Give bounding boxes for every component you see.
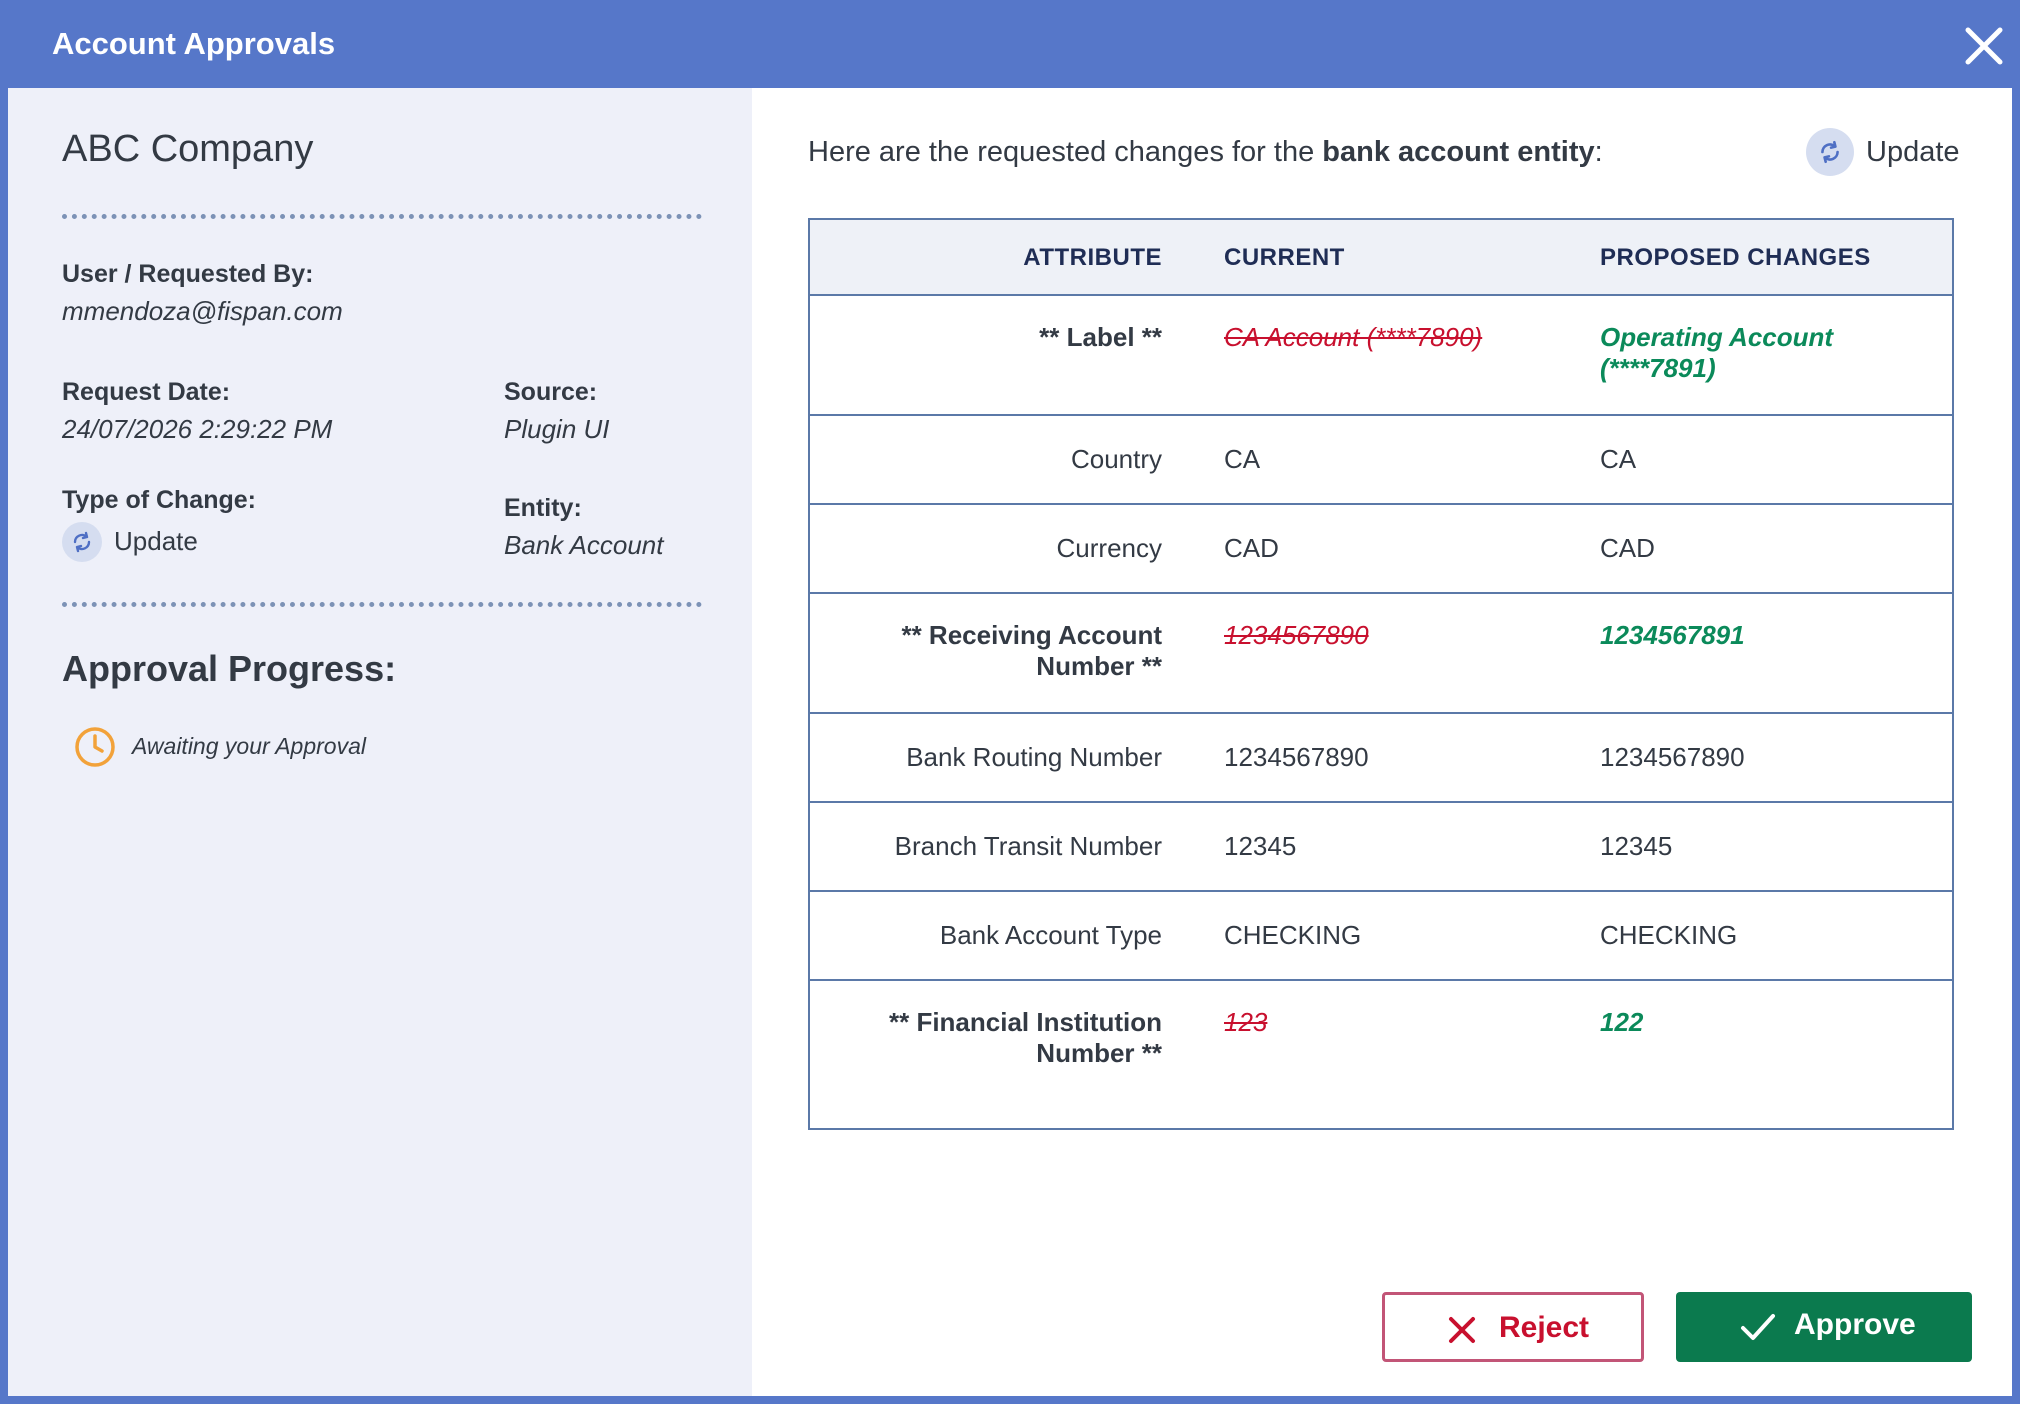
changes-intro xyxy=(808,136,1603,169)
check-icon xyxy=(1740,1312,1776,1342)
dialog-titlebar xyxy=(0,0,2020,88)
close-button[interactable] xyxy=(1962,24,2006,68)
row-current: 1234567890 xyxy=(1224,742,1369,772)
header-attribute: ATTRIBUTE xyxy=(1023,244,1162,271)
row-proposed: CA xyxy=(1600,444,1637,474)
request-summary-panel xyxy=(8,88,752,1396)
table-row xyxy=(810,981,1952,1128)
header-current: CURRENT xyxy=(1224,244,1345,271)
row-current: 1234567890 xyxy=(1224,620,1369,650)
intro-suffix: : xyxy=(1594,136,1603,168)
approve-label: Approve xyxy=(1794,1308,1916,1341)
row-attribute: Country xyxy=(1070,444,1162,474)
header-proposed: PROPOSED CHANGES xyxy=(1600,244,1871,271)
intro-entity: bank account entity xyxy=(1322,136,1595,168)
row-proposed: CAD xyxy=(1600,533,1655,563)
divider xyxy=(62,602,702,607)
request-date-value: 24/07/2026 2:29:22 PM xyxy=(62,414,333,444)
row-proposed: Operating Account (****7891) xyxy=(1600,322,1834,383)
row-attribute: Currency xyxy=(1056,533,1162,563)
refresh-icon xyxy=(1806,128,1854,176)
table-row xyxy=(810,296,1952,416)
close-icon xyxy=(1962,24,2006,68)
dialog-title: Account Approvals xyxy=(52,26,336,61)
table-row xyxy=(810,714,1952,803)
approve-button[interactable] xyxy=(1676,1292,1972,1362)
table-row xyxy=(810,803,1952,892)
x-icon xyxy=(1447,1315,1477,1345)
row-proposed: 12345 xyxy=(1600,831,1673,861)
row-attribute: Bank Routing Number xyxy=(906,742,1162,772)
row-current: CA Account (****7890) xyxy=(1224,322,1483,352)
approval-progress-heading: Approval Progress: xyxy=(62,648,397,689)
refresh-icon xyxy=(62,522,102,562)
row-attribute: ** Label ** xyxy=(1039,322,1162,352)
row-proposed: CHECKING xyxy=(1600,920,1738,950)
type-of-change-label: Type of Change: xyxy=(62,486,256,514)
row-attribute: Bank Account Type xyxy=(939,920,1162,950)
changes-table xyxy=(808,218,1954,1130)
row-current: CAD xyxy=(1224,533,1279,563)
intro-prefix: Here are the requested changes for the xyxy=(808,136,1323,168)
row-proposed: 1234567891 xyxy=(1600,620,1745,650)
row-attribute: Branch Transit Number xyxy=(894,831,1162,861)
row-attribute: ** Receiving Account Number ** xyxy=(901,620,1162,681)
table-row xyxy=(810,892,1952,981)
divider xyxy=(62,214,702,219)
table-row xyxy=(810,594,1952,714)
row-current: 12345 xyxy=(1224,831,1297,861)
row-current: 123 xyxy=(1224,1007,1268,1037)
entity-label: Entity: xyxy=(504,494,582,522)
type-of-change-value: Update xyxy=(114,526,198,556)
table-header xyxy=(810,220,1952,296)
requested-by-label: User / Requested By: xyxy=(62,260,314,288)
company-name: ABC Company xyxy=(62,128,314,170)
change-type-label: Update xyxy=(1866,136,1960,168)
reject-button[interactable] xyxy=(1382,1292,1644,1362)
approval-status: Awaiting your Approval xyxy=(132,733,366,759)
request-date-label: Request Date: xyxy=(62,378,231,406)
source-value: Plugin UI xyxy=(504,414,610,444)
row-current: CHECKING xyxy=(1224,920,1362,950)
clock-icon xyxy=(74,726,116,768)
row-attribute: ** Financial Institution Number ** xyxy=(888,1007,1162,1068)
requested-by-value: mmendoza@fispan.com xyxy=(62,296,343,326)
reject-label: Reject xyxy=(1499,1311,1590,1344)
table-row xyxy=(810,505,1952,594)
changes-panel xyxy=(752,88,2020,1396)
entity-value: Bank Account xyxy=(504,530,664,560)
table-row xyxy=(810,416,1952,505)
source-label: Source: xyxy=(504,378,598,406)
row-current: CA xyxy=(1224,444,1261,474)
row-proposed: 1234567890 xyxy=(1600,742,1745,772)
row-proposed: 122 xyxy=(1600,1007,1644,1037)
